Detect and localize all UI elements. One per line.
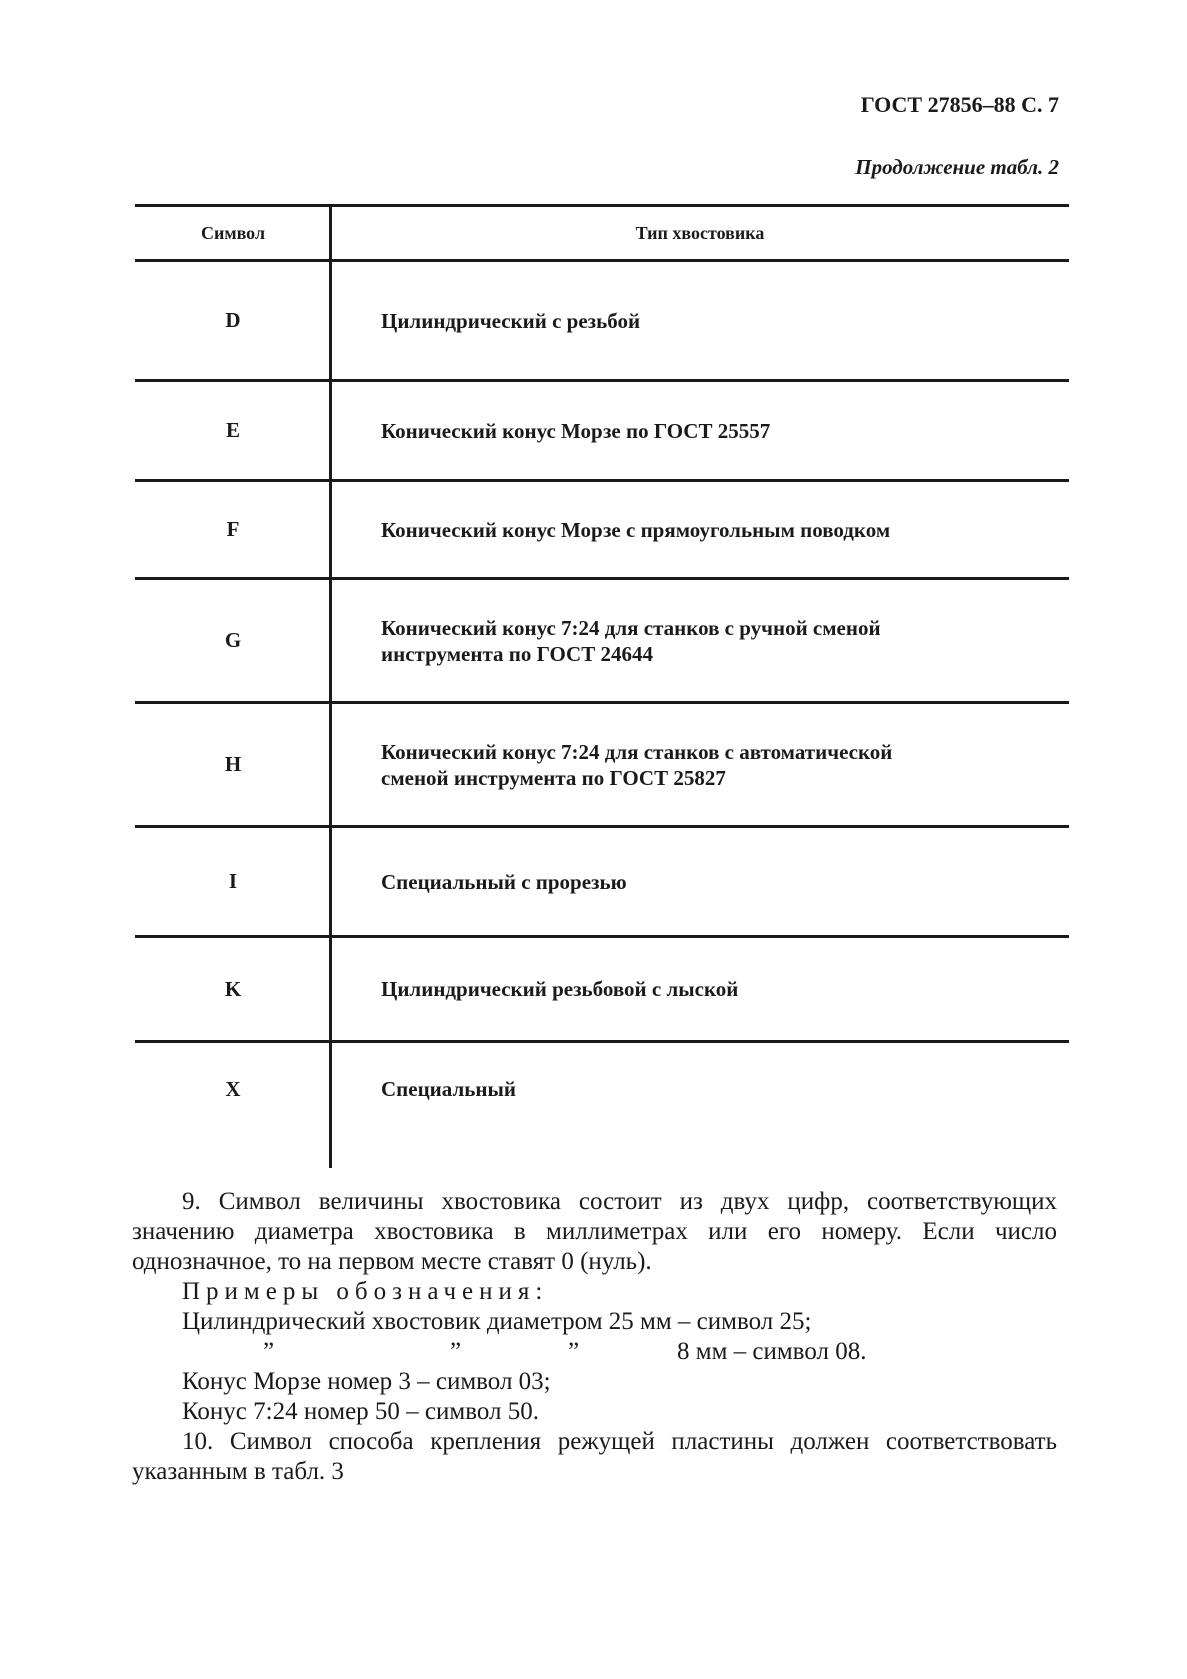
row-type <box>331 580 1069 701</box>
table-row <box>135 938 1069 1043</box>
row-type-line: Конический конус 7:24 для станков с ручной сменой <box>381 615 881 640</box>
row-type-line: инструмента по ГОСТ 24644 <box>381 641 653 666</box>
paragraph-10: 10. Символ способа крепления режущей пластины должен соответствовать указанным в табл. 3 <box>132 1428 1057 1485</box>
table-row <box>135 1043 1069 1135</box>
table-row <box>135 382 1069 482</box>
example-line-tail: 8 мм – символ 08. <box>677 1338 867 1365</box>
row-symbol: G <box>224 628 242 652</box>
example-line: Конус Морзе номер 3 – символ 03; <box>182 1368 551 1395</box>
row-symbol: I <box>228 869 238 893</box>
column-header-type: Тип хвостовика <box>635 223 765 243</box>
row-type <box>331 704 1069 825</box>
ditto-mark: ” <box>263 1338 275 1365</box>
row-type: Конический конус Морзе по ГОСТ 25557 <box>381 418 771 443</box>
ditto-mark: ” <box>450 1338 462 1365</box>
ditto-mark: ” <box>568 1338 580 1365</box>
paragraph-9: 9. Символ величины хвостовика состоит из двух цифр, соответствующих значению диаметра хвостовика в миллиметрах или его номеру. Если число однозначное, то на первом месте ставят 0 (нуль). <box>132 1188 1057 1275</box>
row-type-line: сменой инструмента по ГОСТ 25827 <box>381 765 726 790</box>
page-reference: ГОСТ 27856–88 С. 7 <box>860 92 1059 117</box>
table-row <box>135 262 1069 382</box>
ditto-line <box>132 1337 1057 1367</box>
row-symbol: F <box>226 517 240 541</box>
row-type: Цилиндрический с резьбой <box>381 308 641 333</box>
table-row <box>135 704 1069 828</box>
row-type-line: Конический конус 7:24 для станков с автоматической <box>381 739 893 764</box>
table-row <box>135 482 1069 580</box>
examples-heading: Примеры обозначения: <box>182 1278 549 1305</box>
row-symbol: H <box>224 752 242 776</box>
row-symbol: K <box>224 976 242 1001</box>
example-line: Цилиндрический хвостовик диаметром 25 мм – символ 25; <box>182 1308 812 1335</box>
column-header-symbol: Символ <box>200 222 266 243</box>
row-type: Специальный <box>381 1077 516 1101</box>
table-row <box>135 580 1069 704</box>
body-text <box>132 1187 1057 1487</box>
row-symbol: X <box>225 1076 241 1101</box>
row-type: Цилиндрический резьбовой с лыской <box>381 977 739 1001</box>
row-type: Специальный с прорезью <box>381 869 627 894</box>
row-symbol: D <box>225 308 241 332</box>
table-header-row <box>135 204 1069 262</box>
row-symbol: E <box>225 418 240 442</box>
table-row <box>135 828 1069 938</box>
example-line: Конус 7:24 номер 50 – символ 50. <box>182 1398 539 1425</box>
table-continuation-label: Продолжение табл. 2 <box>855 155 1059 179</box>
shank-type-table <box>135 204 1069 1135</box>
row-type: Конический конус Морзе с прямоугольным поводком <box>381 517 891 542</box>
